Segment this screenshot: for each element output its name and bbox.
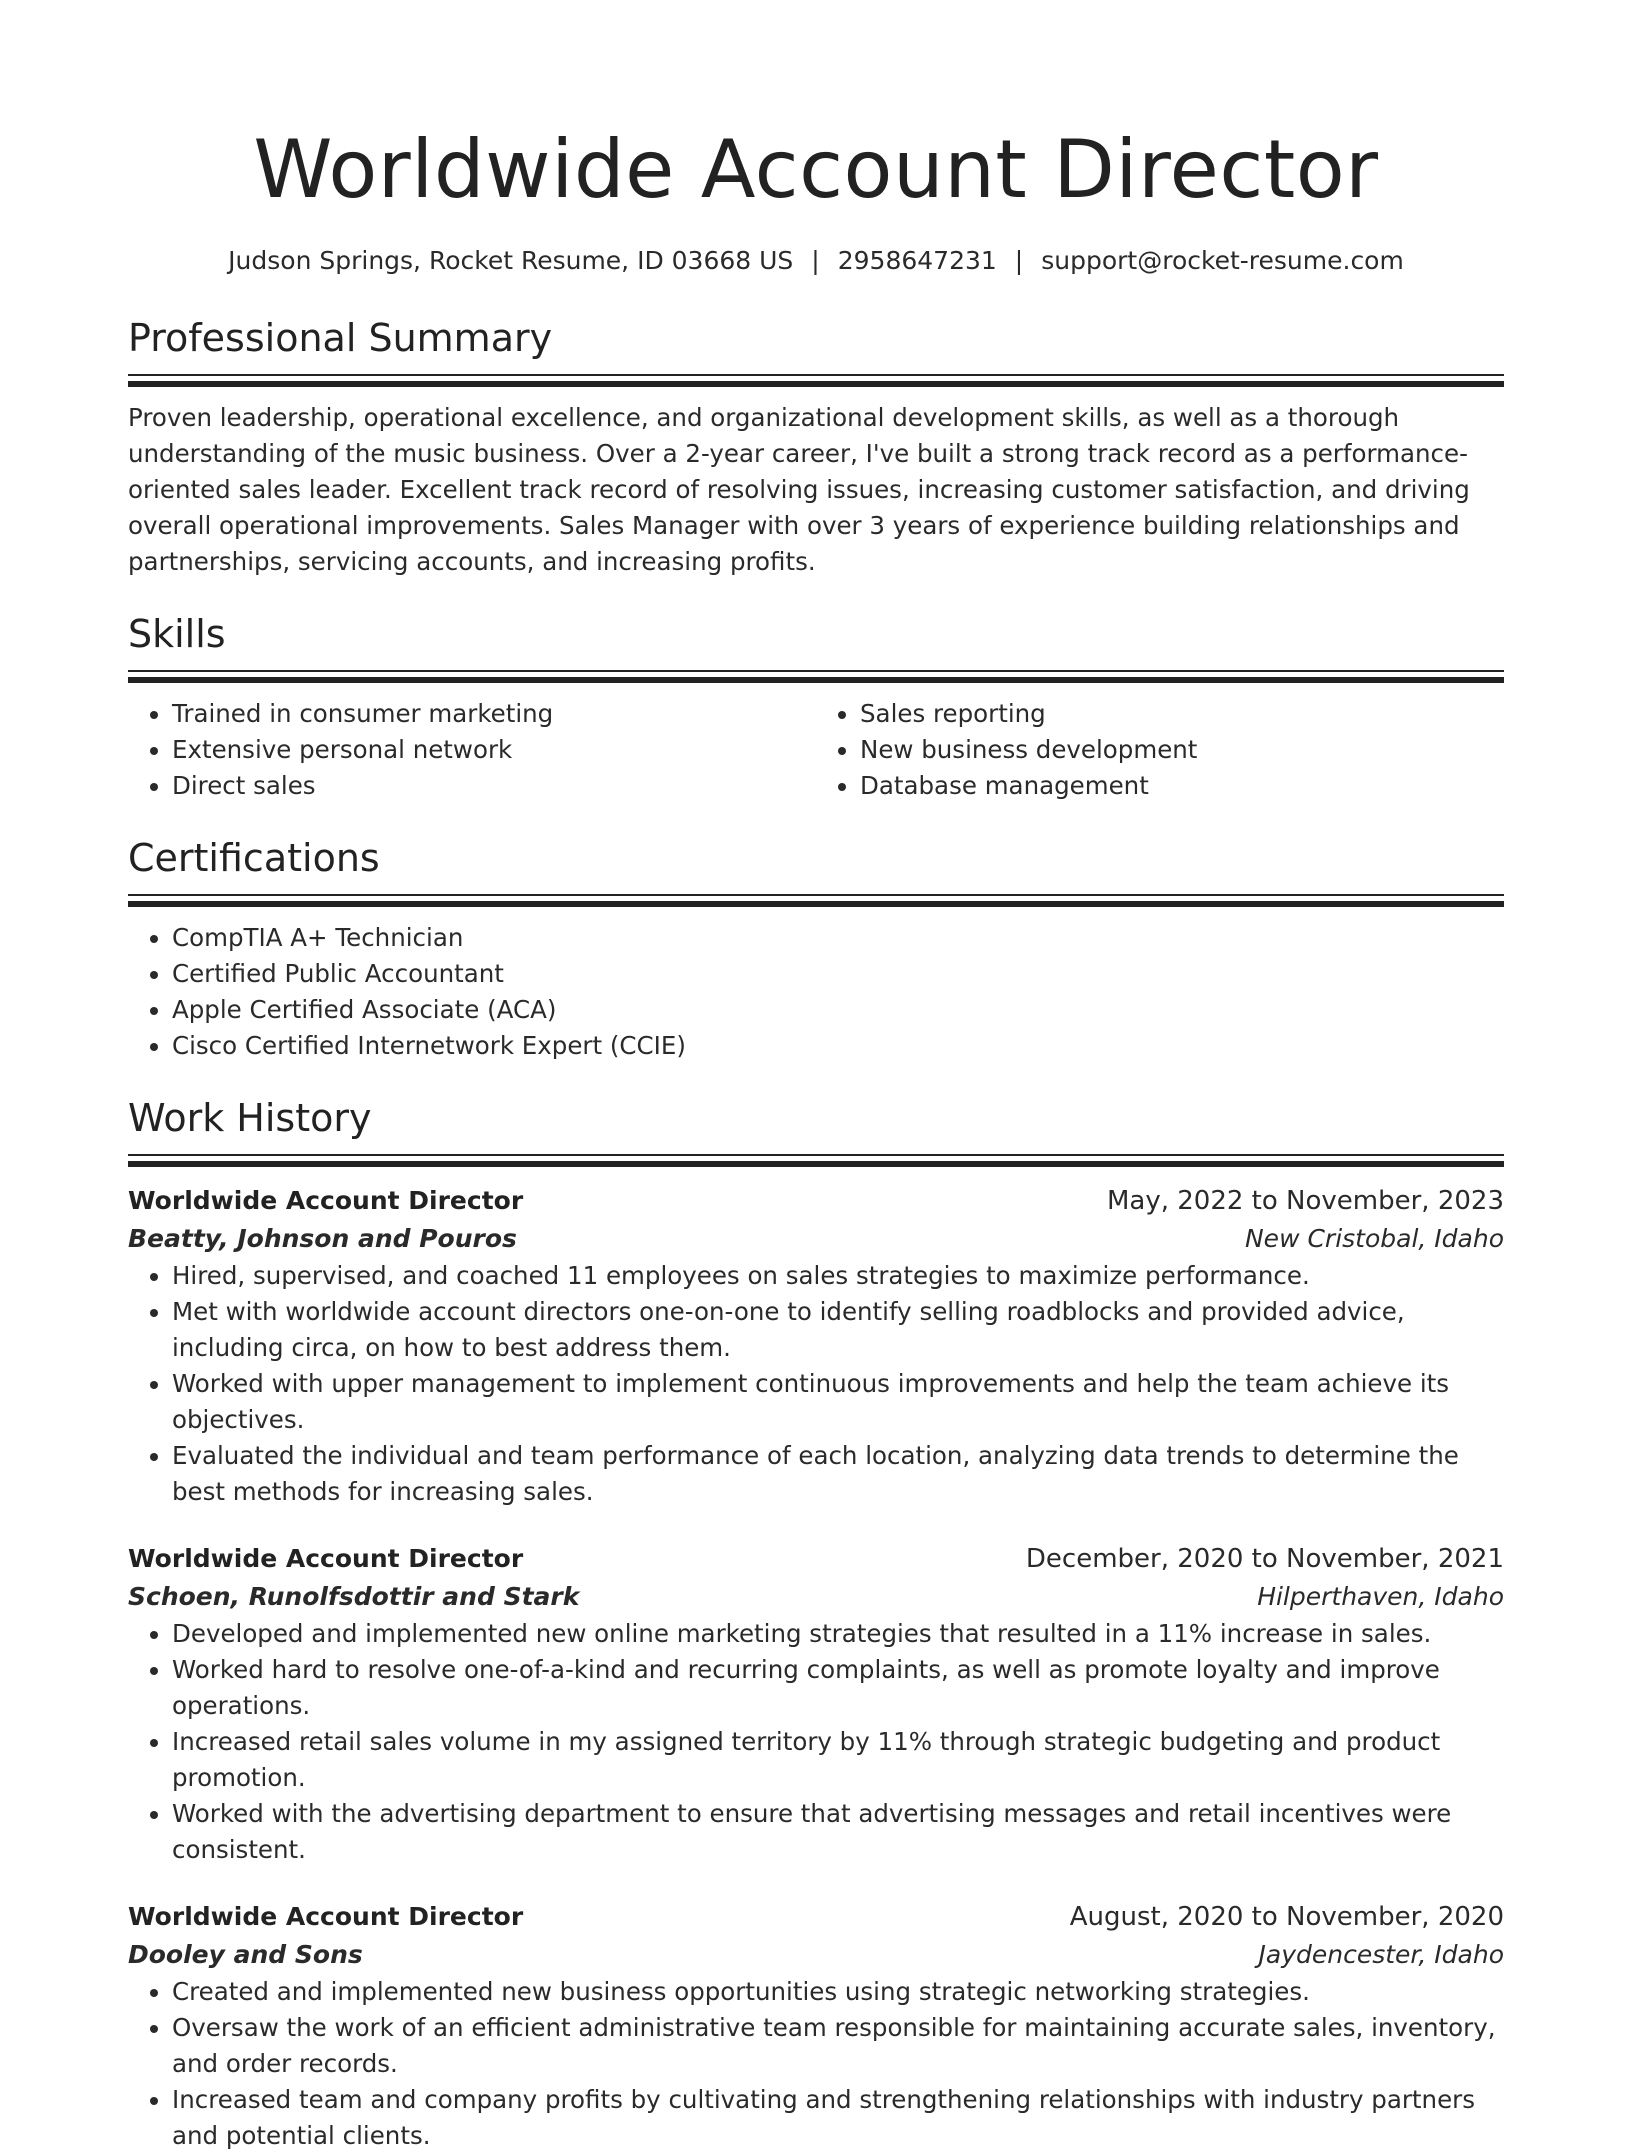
job-subheader — [128, 1220, 1504, 1258]
section-summary — [128, 314, 1504, 580]
job-location: Hilperthaven, Idaho — [1257, 1582, 1504, 1611]
section-skills — [128, 610, 1504, 804]
skill-item: • Database management — [860, 768, 1504, 804]
job-bullet: • Worked with upper management to implement continuous improvements and help the team achieve its objectives. — [172, 1366, 1504, 1438]
job-title: Worldwide Account Director — [128, 1902, 524, 1931]
job-bullets — [128, 1258, 1504, 1510]
section-heading: Certifications — [128, 836, 380, 880]
section-work-history — [128, 1094, 1504, 2154]
job-dates: August, 2020 to November, 2020 — [1069, 1902, 1504, 1932]
certification-item: • CompTIA A+ Technician — [172, 920, 1504, 956]
job-bullet: • Hired, supervised, and coached 11 employees on sales strategies to maximize performance. — [172, 1258, 1504, 1294]
job-dates: December, 2020 to November, 2021 — [1025, 1544, 1504, 1574]
job-entry — [128, 1898, 1504, 2154]
job-title: Worldwide Account Director — [128, 1544, 524, 1573]
job-header — [128, 1182, 1504, 1220]
contact-email: support@rocket-resume.com — [1041, 246, 1404, 275]
certification-item: • Apple Certified Associate (ACA) — [172, 992, 1504, 1028]
job-company: Beatty, Johnson and Pouros — [128, 1224, 517, 1253]
skills-list-right — [816, 696, 1504, 804]
job-header — [128, 1898, 1504, 1936]
resume-title: Worldwide Account Director — [253, 123, 1379, 216]
job-header — [128, 1540, 1504, 1578]
job-bullets — [128, 1616, 1504, 1868]
section-certifications — [128, 834, 1504, 1064]
skill-item: • Trained in consumer marketing — [172, 696, 816, 732]
section-divider — [128, 374, 1504, 388]
section-heading: Professional Summary — [128, 316, 553, 360]
job-bullet: • Worked with the advertising department to ensure that advertising messages and retail incentives were consistent. — [172, 1796, 1504, 1868]
job-entry — [128, 1182, 1504, 1510]
job-entry — [128, 1540, 1504, 1868]
job-subheader — [128, 1936, 1504, 1974]
section-heading: Work History — [128, 1096, 372, 1140]
section-divider — [128, 670, 1504, 684]
certification-item: • Certified Public Accountant — [172, 956, 1504, 992]
section-heading: Skills — [128, 612, 226, 656]
job-bullets — [128, 1974, 1504, 2154]
job-company: Dooley and Sons — [128, 1940, 363, 1969]
skills-list-left — [128, 696, 816, 804]
job-bullet: • Developed and implemented new online marketing strategies that resulted in a 11% increase in sales. — [172, 1616, 1504, 1652]
skills-grid — [128, 696, 1504, 804]
job-company: Schoen, Runolfsdottir and Stark — [128, 1582, 580, 1611]
job-bullet: • Oversaw the work of an efficient administrative team responsible for maintaining accurate sales, inventory, and order records. — [172, 2010, 1504, 2082]
section-divider — [128, 894, 1504, 908]
job-bullet: • Worked hard to resolve one-of-a-kind and recurring complaints, as well as promote loyalty and improve operations. — [172, 1652, 1504, 1724]
skill-item: • Extensive personal network — [172, 732, 816, 768]
contact-separator: | — [811, 246, 820, 275]
job-subheader — [128, 1578, 1504, 1616]
skill-item: • Direct sales — [172, 768, 816, 804]
job-bullet: • Increased team and company profits by cultivating and strengthening relationships with industry partners and potential clients. — [172, 2082, 1504, 2154]
summary-text: Proven leadership, operational excellence, and organizational development skills, as well as a thorough understanding of the music business. Over a 2-year career, I've built a strong track record as a performance-oriented sales leader. Excellent track record of resolving issues, increasing customer satisfaction, and driving overall operational improvements. Sales Manager with over 3 years of experience building relationships and partnerships, servicing accounts, and increasing profits. — [128, 403, 1470, 576]
certification-item: • Cisco Certified Internetwork Expert (CCIE) — [172, 1028, 1504, 1064]
contact-address: Judson Springs, Rocket Resume, ID 03668 US — [228, 246, 794, 275]
job-bullet: • Increased retail sales volume in my assigned territory by 11% through strategic budgeting and product promotion. — [172, 1724, 1504, 1796]
contact-separator: | — [1014, 246, 1024, 275]
contact-line — [128, 244, 1504, 278]
skill-item: • Sales reporting — [860, 696, 1504, 732]
job-title: Worldwide Account Director — [128, 1186, 524, 1215]
job-bullet: • Evaluated the individual and team performance of each location, analyzing data trends to determine the best methods for increasing sales. — [172, 1438, 1504, 1510]
job-bullet: • Met with worldwide account directors one-on-one to identify selling roadblocks and provided advice, including circa, on how to best address them. — [172, 1294, 1504, 1366]
job-location: New Cristobal, Idaho — [1244, 1224, 1504, 1253]
job-bullet: • Created and implemented new business opportunities using strategic networking strategies. — [172, 1974, 1504, 2010]
skill-item: • New business development — [860, 732, 1504, 768]
section-divider — [128, 1154, 1504, 1168]
job-location: Jaydencester, Idaho — [1258, 1940, 1504, 1969]
certifications-list — [128, 920, 1504, 1064]
contact-phone: 2958647231 — [837, 246, 997, 275]
job-dates: May, 2022 to November, 2023 — [1106, 1186, 1504, 1216]
